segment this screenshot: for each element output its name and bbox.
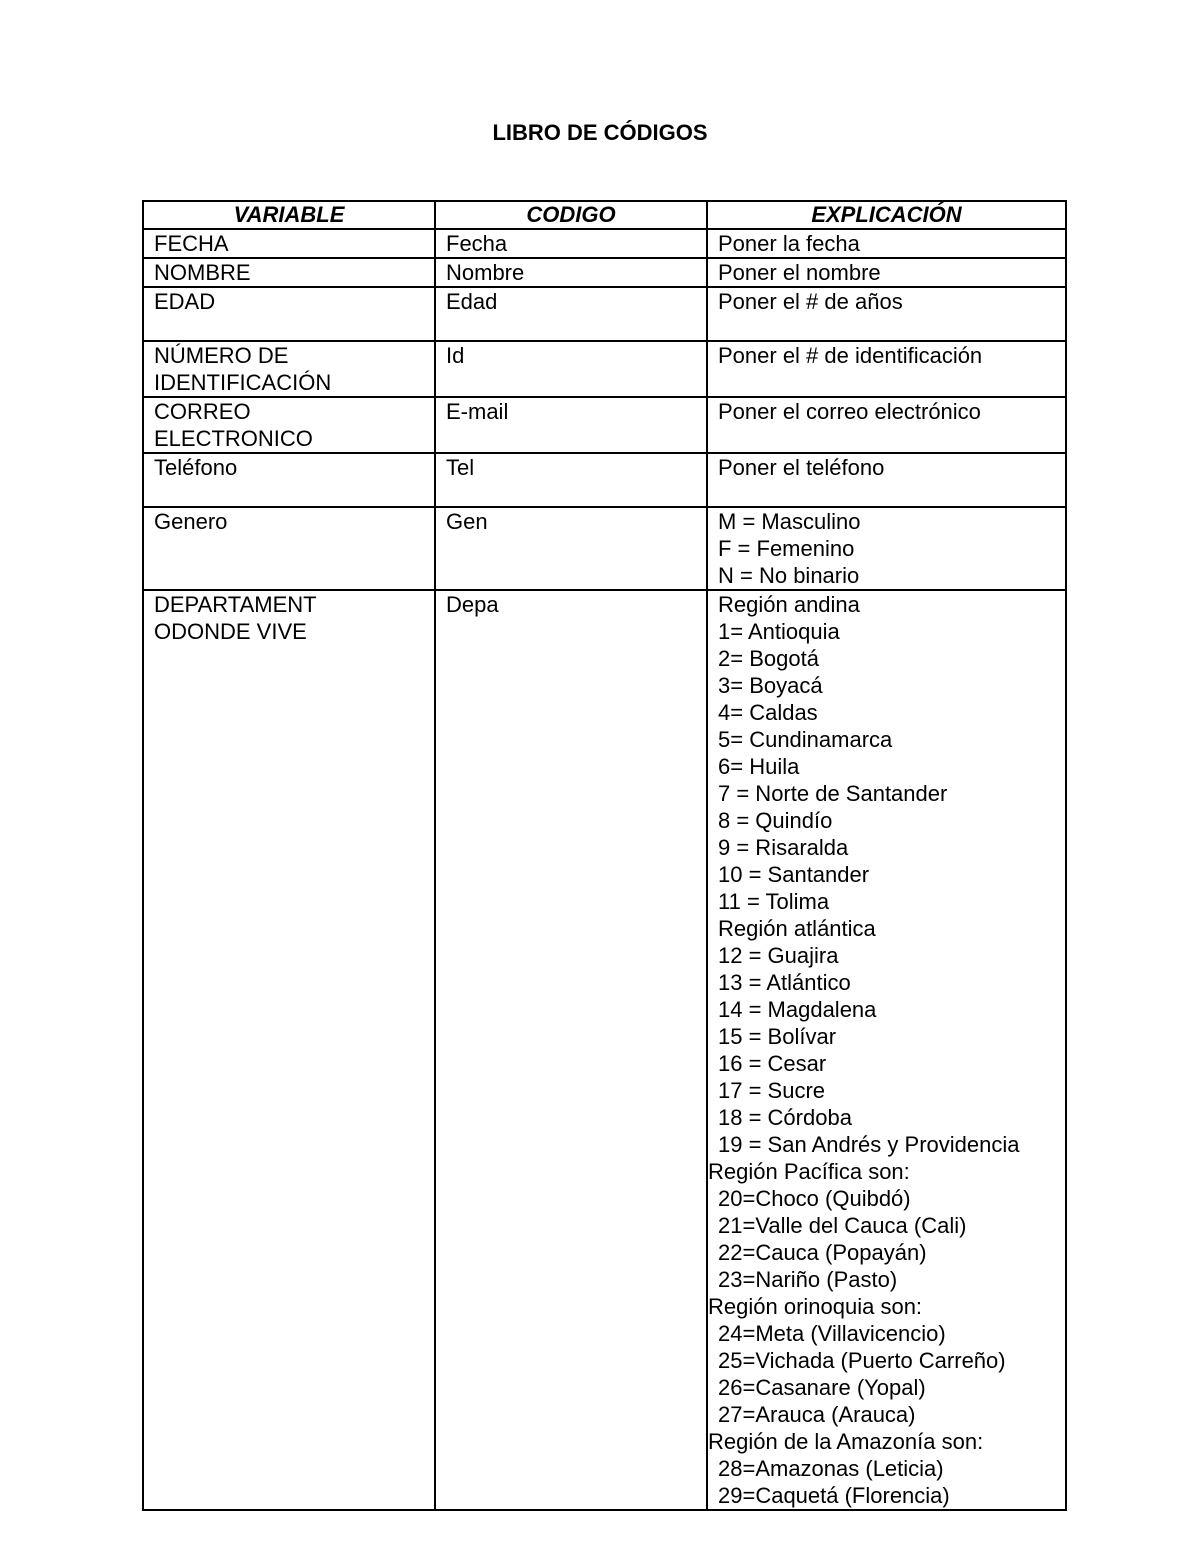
code-cell: E-mail bbox=[435, 397, 707, 453]
department-item: 24=Meta (Villavicencio) bbox=[718, 1321, 946, 1346]
explanation-cell: Poner el # de identificación bbox=[707, 341, 1066, 397]
explanation-cell: M = Masculino F = Femenino N = No binario bbox=[707, 507, 1066, 590]
code-cell: Fecha bbox=[435, 229, 707, 258]
table-row bbox=[143, 341, 1066, 397]
region-heading: Región atlántica bbox=[718, 916, 876, 941]
code-cell: Nombre bbox=[435, 258, 707, 287]
explanation-cell: Poner el teléfono bbox=[707, 453, 1066, 507]
department-item: 25=Vichada (Puerto Carreño) bbox=[718, 1348, 1006, 1373]
department-item: 28=Amazonas (Leticia) bbox=[718, 1456, 944, 1481]
department-item: 13 = Atlántico bbox=[718, 970, 851, 995]
department-item: 20=Choco (Quibdó) bbox=[718, 1186, 911, 1211]
region-heading: Región orinoquia son: bbox=[708, 1294, 923, 1319]
variable-cell: Teléfono bbox=[143, 453, 435, 507]
region-heading: Región andina bbox=[718, 592, 860, 617]
explanation-cell: Poner el nombre bbox=[707, 258, 1066, 287]
department-item: 7 = Norte de Santander bbox=[718, 781, 948, 806]
department-item: 18 = Córdoba bbox=[718, 1105, 852, 1130]
department-item: 17 = Sucre bbox=[718, 1078, 826, 1103]
department-item: 29=Caquetá (Florencia) bbox=[718, 1483, 950, 1508]
explanation-cell: Poner el # de años bbox=[707, 287, 1066, 341]
region-heading: Región de la Amazonía son: bbox=[708, 1429, 984, 1454]
table-row bbox=[143, 453, 1066, 507]
department-item: 19 = San Andrés y Providencia bbox=[718, 1132, 1020, 1157]
department-item: 8 = Quindío bbox=[718, 808, 833, 833]
department-item: 26=Casanare (Yopal) bbox=[718, 1375, 926, 1400]
variable-cell: FECHA bbox=[143, 229, 435, 258]
header-codigo: CODIGO bbox=[435, 201, 707, 229]
table-row bbox=[143, 258, 1066, 287]
table-row bbox=[143, 590, 1066, 1510]
department-item: 3= Boyacá bbox=[718, 673, 823, 698]
department-item: 2= Bogotá bbox=[718, 646, 819, 671]
variable-cell: DEPARTAMENT ODONDE VIVE bbox=[143, 590, 435, 1510]
explanation-cell: Poner la fecha bbox=[707, 229, 1066, 258]
header-variable: VARIABLE bbox=[143, 201, 435, 229]
region-heading: Región Pacífica son: bbox=[708, 1159, 910, 1184]
variable-cell: CORREO ELECTRONICO bbox=[143, 397, 435, 453]
department-item: 16 = Cesar bbox=[718, 1051, 827, 1076]
variable-cell: NOMBRE bbox=[143, 258, 435, 287]
department-item: 15 = Bolívar bbox=[718, 1024, 837, 1049]
header-explicacion: EXPLICACIÓN bbox=[707, 201, 1066, 229]
department-item: 10 = Santander bbox=[718, 862, 870, 887]
department-item: 5= Cundinamarca bbox=[718, 727, 893, 752]
variable-cell: EDAD bbox=[143, 287, 435, 341]
header-row bbox=[143, 201, 1066, 229]
code-cell: Depa bbox=[435, 590, 707, 1510]
code-cell: Tel bbox=[435, 453, 707, 507]
variable-cell: NÚMERO DE IDENTIFICACIÓN bbox=[143, 341, 435, 397]
department-item: 6= Huila bbox=[718, 754, 800, 779]
department-item: 12 = Guajira bbox=[718, 943, 839, 968]
explanation-cell: Poner el correo electrónico bbox=[707, 397, 1066, 453]
department-item: 1= Antioquia bbox=[718, 619, 840, 644]
department-item: 22=Cauca (Popayán) bbox=[718, 1240, 927, 1265]
code-cell: Gen bbox=[435, 507, 707, 590]
department-item: 23=Nariño (Pasto) bbox=[718, 1267, 898, 1292]
table-row bbox=[143, 287, 1066, 341]
table-row bbox=[143, 507, 1066, 590]
department-item: 11 = Tolima bbox=[718, 889, 830, 914]
department-item: 4= Caldas bbox=[718, 700, 818, 725]
code-cell: Id bbox=[435, 341, 707, 397]
department-item: 21=Valle del Cauca (Cali) bbox=[718, 1213, 967, 1238]
page-title: LIBRO DE CÓDIGOS bbox=[492, 120, 708, 145]
variable-cell: Genero bbox=[143, 507, 435, 590]
explanation-cell bbox=[707, 590, 1066, 1510]
department-item: 14 = Magdalena bbox=[718, 997, 877, 1022]
code-cell: Edad bbox=[435, 287, 707, 341]
department-item: 27=Arauca (Arauca) bbox=[718, 1402, 916, 1427]
codebook-table bbox=[142, 200, 1067, 1511]
table-row bbox=[143, 229, 1066, 258]
table-row bbox=[143, 397, 1066, 453]
department-item: 9 = Risaralda bbox=[718, 835, 849, 860]
